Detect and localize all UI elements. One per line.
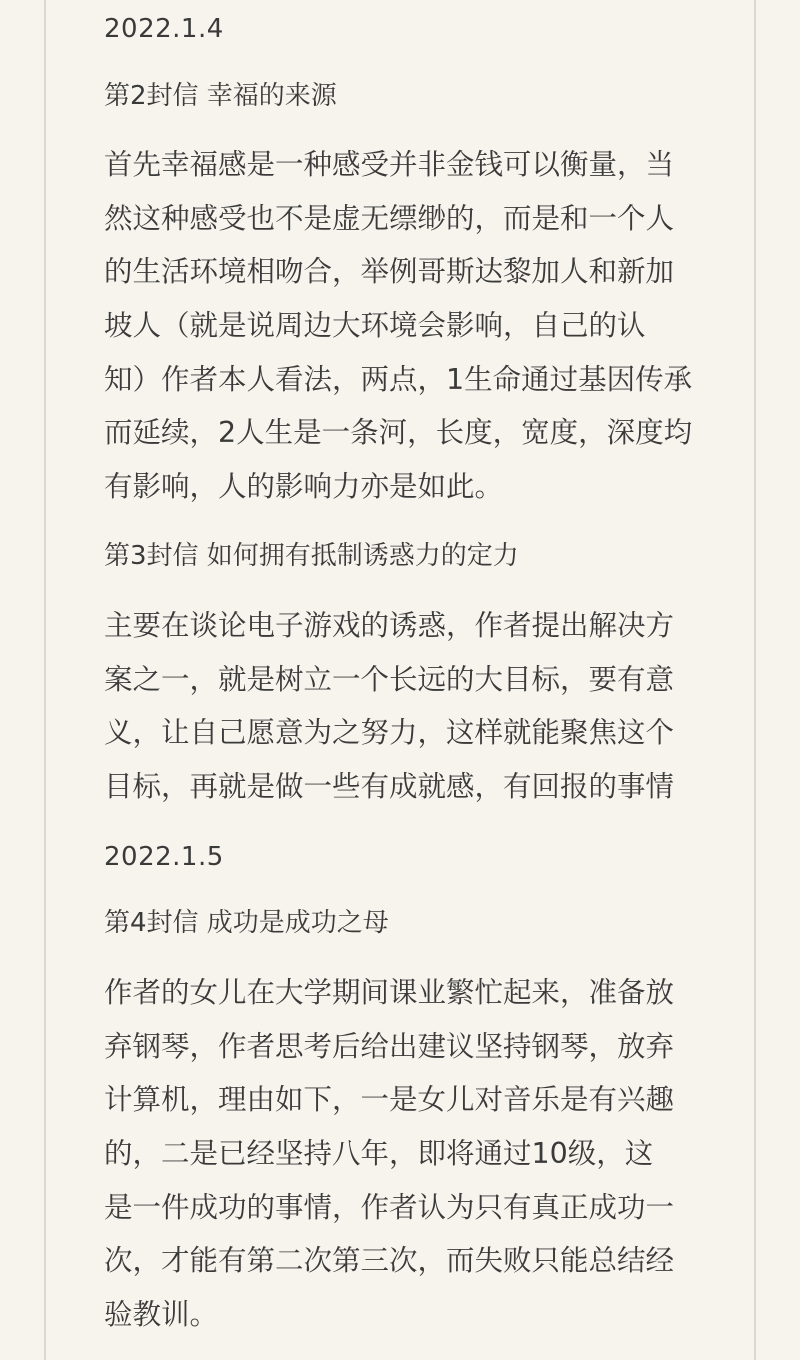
paragraph-line: 作者的女儿在大学期间课业繁忙起来，准备放 — [104, 976, 675, 1009]
paragraph-line: 的生活环境相吻合，举例哥斯达黎加人和新加 — [104, 255, 675, 289]
entry-date: 2022.1.5 — [104, 842, 224, 872]
paragraph-line: 目标，再就是做一些有成就感，有回报的事情 — [104, 770, 675, 804]
paragraph-line: 首先幸福感是一种感受并非金钱可以衡量，当 — [104, 148, 675, 181]
paragraph-line: 有影响，人的影响力亦是如此。 — [104, 470, 504, 504]
entry-date: 2022.1.4 — [104, 14, 224, 44]
paragraph-line: 是一件成功的事情，作者认为只有真正成功一 — [104, 1190, 675, 1224]
paragraph-line: 验教训。 — [104, 1298, 219, 1332]
left-margin-rule — [44, 0, 46, 1360]
paragraph-line: 次，才能有第二次第三次，而失败只能总结经 — [104, 1244, 675, 1278]
letter-heading: 第3封信 如何拥有抵制诱惑力的定力 — [104, 541, 519, 571]
letter-heading: 第4封信 成功是成功之母 — [104, 908, 389, 938]
paragraph — [104, 966, 674, 1342]
paragraph-line: 义，让自己愿意为之努力，这样就能聚焦这个 — [104, 716, 675, 750]
paragraph-line: 坡人（就是说周边大环境会影响，自己的认 — [104, 309, 646, 343]
right-margin-rule — [754, 0, 756, 1360]
paragraph-line: 计算机，理由如下，一是女儿对音乐是有兴趣 — [104, 1083, 675, 1117]
paragraph-line: 然这种感受也不是虚无缥缈的，而是和一个人 — [104, 201, 675, 235]
paragraph-line: 案之一，就是树立一个长远的大目标，要有意 — [104, 662, 675, 696]
paragraph — [104, 599, 674, 814]
paragraph-line: 的，二是已经坚持八年，即将通过10级，这 — [104, 1137, 654, 1171]
letter-heading: 第2封信 幸福的来源 — [104, 81, 337, 111]
paragraph-line: 而延续，2人生是一条河，长度，宽度，深度均 — [104, 416, 693, 450]
paragraph — [104, 138, 692, 514]
paragraph-line: 主要在谈论电子游戏的诱惑，作者提出解决方 — [104, 609, 675, 642]
paragraph-line: 知）作者本人看法，两点，1生命通过基因传承 — [104, 362, 693, 396]
paragraph-line: 弃钢琴，作者思考后给出建议坚持钢琴，放弃 — [104, 1029, 675, 1063]
